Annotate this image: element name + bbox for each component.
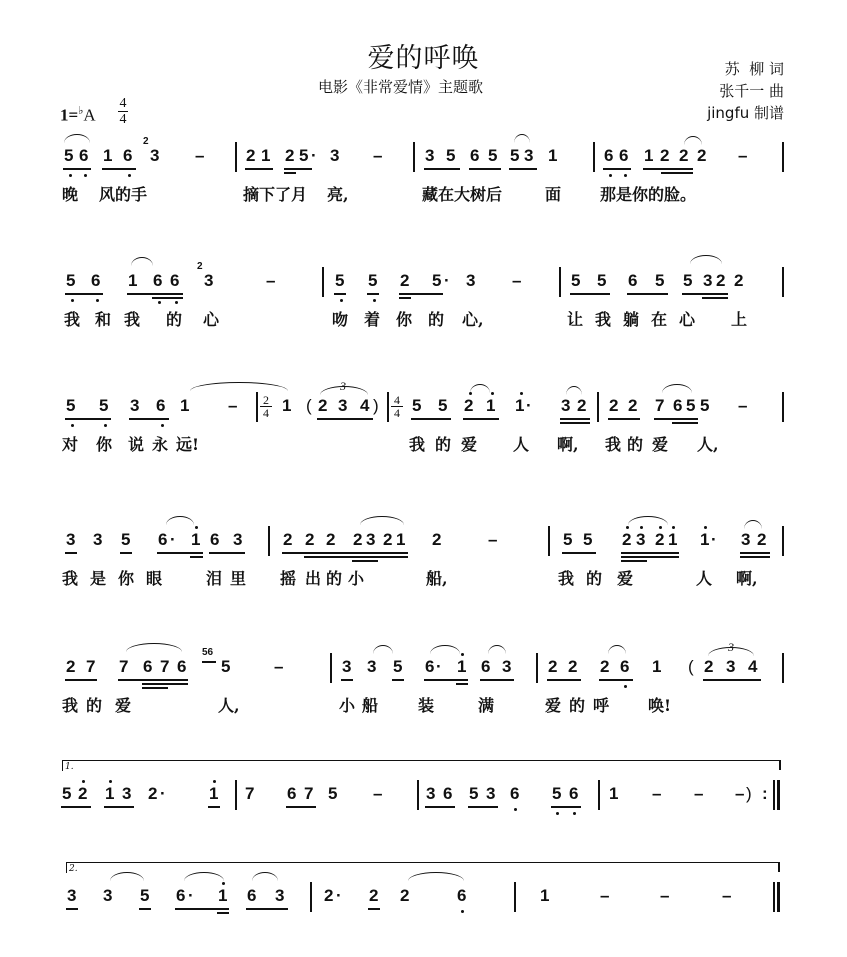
dash: – <box>738 396 748 415</box>
note: 4 <box>360 396 370 415</box>
aug-dot: · <box>436 657 442 676</box>
triplet-mark: 3 <box>340 379 346 393</box>
note: 2 <box>383 530 393 549</box>
barline <box>268 526 270 556</box>
note: 2 <box>548 657 558 676</box>
key-signature <box>60 104 96 126</box>
lyrics-row-2 <box>0 307 847 331</box>
note: 6 <box>673 396 683 415</box>
note: 5 <box>64 146 74 165</box>
note: 5 <box>393 657 403 676</box>
note: 1 <box>396 530 406 549</box>
note: 5 <box>469 784 479 803</box>
time-signature-2-4: 2 4 <box>260 394 272 419</box>
lyric: 摘下了月 <box>243 185 308 204</box>
lyrics-row-4 <box>0 566 847 590</box>
barline <box>559 267 561 297</box>
close-paren: ) <box>746 784 752 803</box>
lyric: 对 <box>62 435 79 454</box>
aug-dot: · <box>170 530 176 549</box>
note: 3 <box>426 784 436 803</box>
aug-dot: · <box>526 396 532 415</box>
lyric: 我 <box>124 310 141 329</box>
note: 6 <box>158 530 168 549</box>
note: 3 <box>636 530 646 549</box>
note: 5 <box>66 396 76 415</box>
notes-row-5 <box>0 640 847 687</box>
lyric: 呼 <box>593 696 610 715</box>
note: 4 <box>748 657 758 676</box>
note: 6 <box>481 657 491 676</box>
barline <box>597 392 599 422</box>
lyric: 泪 <box>206 569 223 588</box>
note: 2 <box>568 657 578 676</box>
note: 3 <box>425 146 435 165</box>
aug-dot: · <box>336 886 342 905</box>
lyric: 我 <box>64 310 81 329</box>
notes-row-1 <box>0 136 847 176</box>
note: 1 <box>644 146 654 165</box>
note: 3 <box>66 530 76 549</box>
note: 5 <box>62 784 72 803</box>
note: 1 <box>180 396 190 415</box>
note: 6 <box>457 886 467 905</box>
lyric: 我 <box>62 569 79 588</box>
composer: 张千一 曲 <box>719 82 784 100</box>
lyric: 我 <box>409 435 426 454</box>
dash: – <box>722 886 732 905</box>
note: 5 <box>299 146 309 165</box>
aug-dot: · <box>711 530 717 549</box>
note: 2 <box>324 886 334 905</box>
lyric: 远! <box>176 435 200 454</box>
note: 1 <box>261 146 271 165</box>
barline <box>593 142 595 172</box>
volta-label-1: 1. <box>65 762 74 772</box>
note: 1 <box>609 784 619 803</box>
note: 2 <box>609 396 619 415</box>
lyric: 面 <box>545 185 562 204</box>
note: 6 <box>170 271 180 290</box>
barline <box>310 882 312 912</box>
lyricist: 苏 柳 词 <box>724 60 784 78</box>
lyric: 藏在大树后 <box>422 185 503 204</box>
note: 5 <box>510 146 520 165</box>
lyric: 爱 <box>617 569 634 588</box>
lyric: 永 <box>152 435 169 454</box>
time-signature <box>118 96 128 127</box>
note: 6 <box>470 146 480 165</box>
lyric: 啊, <box>557 435 579 454</box>
note: 5 <box>683 271 693 290</box>
aug-dot: · <box>188 886 194 905</box>
barline <box>782 392 784 422</box>
lyric: 的 <box>435 435 452 454</box>
note: 3 <box>726 657 736 676</box>
barline <box>773 780 775 810</box>
lyric: 人 <box>696 569 713 588</box>
note: 5 <box>700 396 710 415</box>
lyric: 躺 <box>623 310 640 329</box>
open-paren: ( <box>688 657 694 676</box>
lyric: 的 <box>166 310 183 329</box>
lyric: 我 <box>558 569 575 588</box>
note: 5 <box>563 530 573 549</box>
note: 5 <box>66 271 76 290</box>
lyric: 晚 <box>62 185 79 204</box>
note: 3 <box>330 146 340 165</box>
dash: – <box>274 657 284 676</box>
note: 6 <box>210 530 220 549</box>
note: 6 <box>510 784 520 803</box>
dash: – <box>373 784 383 803</box>
note: 5 <box>686 396 696 415</box>
notes-row-7 <box>0 880 847 916</box>
note: 3 <box>150 146 160 165</box>
note: 5 <box>432 271 442 290</box>
barline <box>782 526 784 556</box>
note: 6 <box>619 146 629 165</box>
volta-label-2: 2. <box>69 864 78 874</box>
dash: – <box>600 886 610 905</box>
slur <box>64 134 90 143</box>
grace-note: 2 <box>197 261 203 272</box>
barline <box>235 142 237 172</box>
lyric: 船 <box>362 696 379 715</box>
note: 7 <box>160 657 170 676</box>
notes-row-3 <box>0 379 847 426</box>
lyric: 人, <box>697 435 719 454</box>
note: 3 <box>93 530 103 549</box>
barline <box>330 653 332 683</box>
dash: – <box>735 784 745 803</box>
lyric: 人 <box>513 435 530 454</box>
note: 6 <box>153 271 163 290</box>
lyric: 的 <box>586 569 603 588</box>
time-signature-4-4: 4 4 <box>391 394 403 419</box>
note: 5 <box>335 271 345 290</box>
aug-dot: · <box>160 784 166 803</box>
note: 2 <box>757 530 767 549</box>
barline <box>548 526 550 556</box>
lyric: 那是你的脸。 <box>600 185 697 204</box>
dash: – <box>373 146 383 165</box>
note: 1 <box>700 530 710 549</box>
grace-note: 2 <box>143 136 149 147</box>
barline <box>773 882 775 912</box>
note: 5 <box>140 886 150 905</box>
note: 6 <box>247 886 257 905</box>
lyric: 小 <box>348 569 365 588</box>
note: 3 <box>703 271 713 290</box>
lyric: 里 <box>230 569 247 588</box>
lyric: 出 <box>305 569 322 588</box>
barline <box>413 142 415 172</box>
barline <box>782 653 784 683</box>
final-barline <box>777 882 780 912</box>
barline <box>514 882 516 912</box>
note: 5 <box>438 396 448 415</box>
note: 1 <box>668 530 678 549</box>
dash: – <box>266 271 276 290</box>
note: 2 <box>369 886 379 905</box>
barline <box>256 392 258 422</box>
key-prefix: 1= <box>60 105 79 125</box>
dash: – <box>228 396 238 415</box>
note: 2 <box>283 530 293 549</box>
note: 1 <box>548 146 558 165</box>
note: 1 <box>105 784 115 803</box>
dash: – <box>660 886 670 905</box>
barline <box>782 142 784 172</box>
note: 5 <box>121 530 131 549</box>
note: 6 <box>177 657 187 676</box>
credits <box>688 58 784 124</box>
arranger: jingfu 制谱 <box>707 104 784 122</box>
lyrics-row-5 <box>0 693 847 717</box>
lyric: 啊, <box>736 569 758 588</box>
note: 1 <box>486 396 496 415</box>
note: 2 <box>622 530 632 549</box>
lyric: 上 <box>731 310 748 329</box>
note: 3 <box>103 886 113 905</box>
lyric: 小 <box>339 696 356 715</box>
lyric: 船, <box>426 569 448 588</box>
note: 3 <box>275 886 285 905</box>
note: 1 <box>282 396 292 415</box>
triplet-mark: 3 <box>728 640 734 654</box>
note: 1 <box>103 146 113 165</box>
note: 7 <box>304 784 314 803</box>
note: 2 <box>326 530 336 549</box>
dash: – <box>195 146 205 165</box>
note: 2 <box>246 146 256 165</box>
lyric: 你 <box>396 310 413 329</box>
lyric: 的 <box>326 569 343 588</box>
lyric: 爱 <box>115 696 132 715</box>
lyric: 的 <box>86 696 103 715</box>
note: 5 <box>597 271 607 290</box>
barline <box>322 267 324 297</box>
lyric: 说 <box>128 435 145 454</box>
note: 2 <box>464 396 474 415</box>
notes-row-4 <box>0 524 847 560</box>
note: 5 <box>446 146 456 165</box>
notes-row-2 <box>0 261 847 301</box>
barline <box>387 392 389 422</box>
note: 3 <box>338 396 348 415</box>
note: 6 <box>628 271 638 290</box>
note: 2 <box>318 396 328 415</box>
barline <box>235 780 237 810</box>
lyrics-row-3 <box>0 432 847 456</box>
note: 6 <box>156 396 166 415</box>
note: 3 <box>233 530 243 549</box>
note: 7 <box>86 657 96 676</box>
lyric: 我 <box>595 310 612 329</box>
lyric: 的 <box>627 435 644 454</box>
lyric: 摇 <box>280 569 297 588</box>
note: 6 <box>79 146 89 165</box>
note: 3 <box>366 530 376 549</box>
note: 7 <box>119 657 129 676</box>
note: 1 <box>652 657 662 676</box>
note: 2 <box>432 530 442 549</box>
note: 2 <box>697 146 707 165</box>
note: 7 <box>245 784 255 803</box>
lyric: 你 <box>118 569 135 588</box>
note: 2 <box>66 657 76 676</box>
note: 6 <box>91 271 101 290</box>
lyric: 心 <box>679 310 696 329</box>
note: 3 <box>466 271 476 290</box>
note: 6 <box>443 784 453 803</box>
note: 2 <box>704 657 714 676</box>
lyric: 我 <box>605 435 622 454</box>
lyric: 的 <box>428 310 445 329</box>
note: 5 <box>368 271 378 290</box>
note: 2 <box>353 530 363 549</box>
flat-icon: ♭ <box>78 105 84 117</box>
lyric: 我 <box>62 696 79 715</box>
note: 6 <box>176 886 186 905</box>
key-name: A <box>83 105 96 125</box>
note: 3 <box>122 784 132 803</box>
note: 2 <box>305 530 315 549</box>
barline <box>782 267 784 297</box>
note: 1 <box>515 396 525 415</box>
repeat-end-barline <box>777 780 780 810</box>
lyric: 和 <box>95 310 112 329</box>
note: 3 <box>524 146 534 165</box>
note: 2 <box>679 146 689 165</box>
note: 3 <box>67 886 77 905</box>
note: 5 <box>488 146 498 165</box>
lyric: 爱 <box>461 435 478 454</box>
song-subtitle: 电影《非常爱情》主题歌 <box>318 78 484 96</box>
time-bottom: 4 <box>119 112 127 127</box>
note: 2 <box>716 271 726 290</box>
volta-bracket-2 <box>66 862 779 873</box>
lyric: 心 <box>203 310 220 329</box>
lyric: 爱 <box>652 435 669 454</box>
note: 2 <box>734 271 744 290</box>
note: 2 <box>285 146 295 165</box>
song-title: 爱的呼唤 <box>367 43 480 74</box>
barline <box>536 653 538 683</box>
note: 2 <box>400 271 410 290</box>
lyric: 在 <box>651 310 668 329</box>
note: 1 <box>128 271 138 290</box>
dash: – <box>488 530 498 549</box>
note: 3 <box>342 657 352 676</box>
note: 5 <box>571 271 581 290</box>
lyric: 人, <box>218 696 240 715</box>
note: 1 <box>540 886 550 905</box>
note: 6 <box>123 146 133 165</box>
time-top: 4 <box>119 96 127 111</box>
volta-bracket-1 <box>62 760 780 771</box>
note: 2 <box>148 784 158 803</box>
note: 6 <box>620 657 630 676</box>
note: 7 <box>655 396 665 415</box>
lyric: 着 <box>364 310 381 329</box>
dash: – <box>652 784 662 803</box>
lyric: 满 <box>478 696 495 715</box>
note: 5 <box>221 657 231 676</box>
note: 1 <box>457 657 467 676</box>
aug-dot: · <box>444 271 450 290</box>
note: 2 <box>655 530 665 549</box>
repeat-dots: : <box>762 784 768 803</box>
note: 2 <box>600 657 610 676</box>
note: 6 <box>604 146 614 165</box>
note: 2 <box>577 396 587 415</box>
note: 6 <box>143 657 153 676</box>
lyric: 让 <box>567 310 584 329</box>
dash: – <box>694 784 704 803</box>
dash: – <box>738 146 748 165</box>
lyric: 亮, <box>327 185 349 204</box>
note: 5 <box>412 396 422 415</box>
lyric: 眼 <box>146 569 163 588</box>
note: 5 <box>583 530 593 549</box>
note: 5 <box>99 396 109 415</box>
lyric: 爱 <box>545 696 562 715</box>
note: 2 <box>400 886 410 905</box>
lyric: 装 <box>418 696 435 715</box>
note: 2 <box>628 396 638 415</box>
lyric: 心, <box>462 310 484 329</box>
note: 3 <box>130 396 140 415</box>
barline <box>417 780 419 810</box>
note: 3 <box>561 396 571 415</box>
note: 6 <box>569 784 579 803</box>
lyric: 的 <box>569 696 586 715</box>
notes-row-6 <box>0 778 847 814</box>
lyrics-row-1 <box>0 182 847 206</box>
aug-dot: · <box>311 146 317 165</box>
close-paren: ) <box>373 396 379 415</box>
note: 5 <box>328 784 338 803</box>
lyric: 吻 <box>332 310 349 329</box>
note: 3 <box>367 657 377 676</box>
note: 1 <box>209 784 219 803</box>
lyric: 你 <box>96 435 113 454</box>
note: 5 <box>655 271 665 290</box>
note: 3 <box>502 657 512 676</box>
note: 2 <box>660 146 670 165</box>
note: 5 <box>552 784 562 803</box>
note: 1 <box>218 886 228 905</box>
note: 6 <box>287 784 297 803</box>
lyric: 风的手 <box>99 185 148 204</box>
grace-notes: 56 <box>202 647 214 658</box>
note: 1 <box>191 530 201 549</box>
lyric: 唤! <box>648 696 672 715</box>
open-paren: ( <box>306 396 312 415</box>
lyric: 是 <box>90 569 107 588</box>
note: 3 <box>204 271 214 290</box>
note: 2 <box>78 784 88 803</box>
note: 3 <box>741 530 751 549</box>
note: 6 <box>425 657 435 676</box>
barline <box>598 780 600 810</box>
dash: – <box>512 271 522 290</box>
note: 3 <box>486 784 496 803</box>
